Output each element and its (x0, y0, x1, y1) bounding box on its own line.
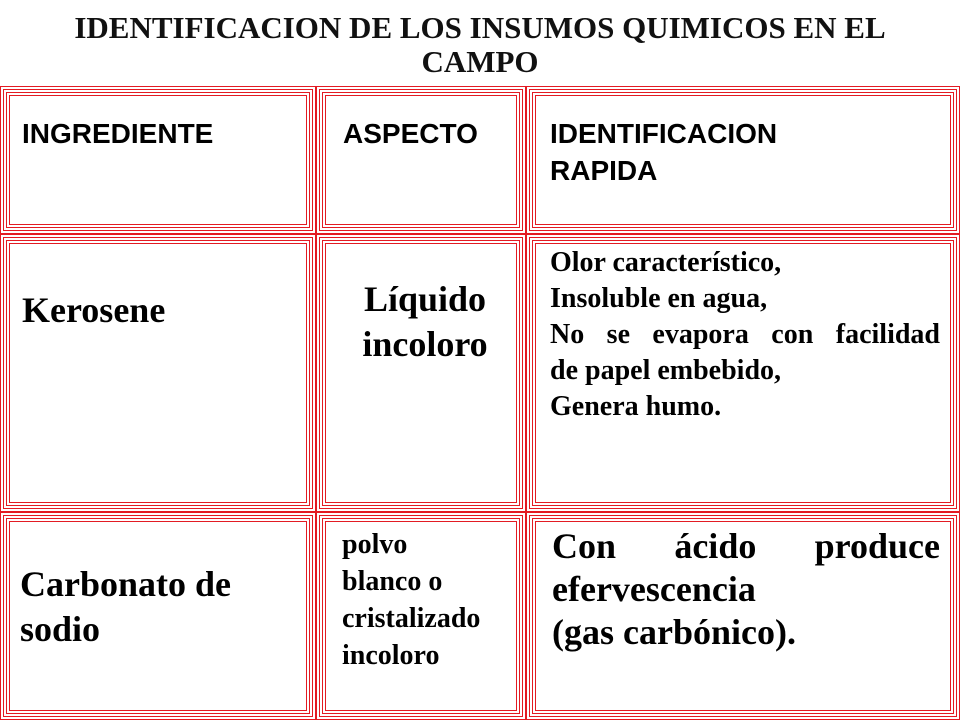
text-line: polvo (342, 529, 408, 560)
text-line: RAPIDA (550, 155, 658, 186)
cell-text (342, 526, 480, 674)
text-line: cristalizado (342, 603, 481, 634)
text-line: Kerosene (22, 290, 166, 330)
text-line: IDENTIFICACION (550, 118, 778, 149)
table-cell-ingrediente (0, 512, 316, 720)
title-line: IDENTIFICACION DE LOS INSUMOS QUIMICOS EN EL (74, 10, 886, 45)
text-line: incoloro (362, 324, 488, 364)
text-line: blanco o (342, 566, 443, 597)
cell-text (552, 525, 940, 654)
header-label (22, 115, 213, 152)
text-line: Genera humo. (550, 391, 722, 422)
text-line: Carbonato de (20, 564, 232, 604)
text-line: No se evapora con facilidad (550, 319, 940, 350)
text-line: Insoluble en agua, (550, 283, 768, 314)
text-line: incoloro (342, 640, 440, 671)
text-line: INGREDIENTE (22, 118, 214, 149)
text-line: efervescencia (552, 569, 756, 609)
title-line: CAMPO (421, 44, 539, 79)
text-line: sodio (20, 609, 101, 649)
table-cell-ingrediente (0, 234, 316, 512)
table-cell-aspecto (316, 234, 526, 512)
table-cell-identificacion (526, 234, 960, 512)
table-cell-identificacion (526, 512, 960, 720)
cell-text (20, 562, 231, 652)
text-line: (gas carbónico). (552, 612, 796, 652)
text-line: ASPECTO (343, 118, 478, 149)
text-line: de papel embebido, (550, 355, 782, 386)
header-cell-ingrediente (0, 86, 316, 234)
header-cell-aspecto (316, 86, 526, 234)
text-line: Líquido (363, 279, 487, 319)
cell-text (22, 288, 165, 332)
cell-text (330, 277, 520, 367)
text-line: Olor característico, (550, 247, 782, 278)
table-cell-aspecto (316, 512, 526, 720)
header-cell-identificacion (526, 86, 960, 234)
cell-text (550, 245, 940, 425)
text-line: Con ácido produce (552, 526, 940, 566)
header-label (343, 115, 478, 152)
header-label (550, 115, 777, 189)
